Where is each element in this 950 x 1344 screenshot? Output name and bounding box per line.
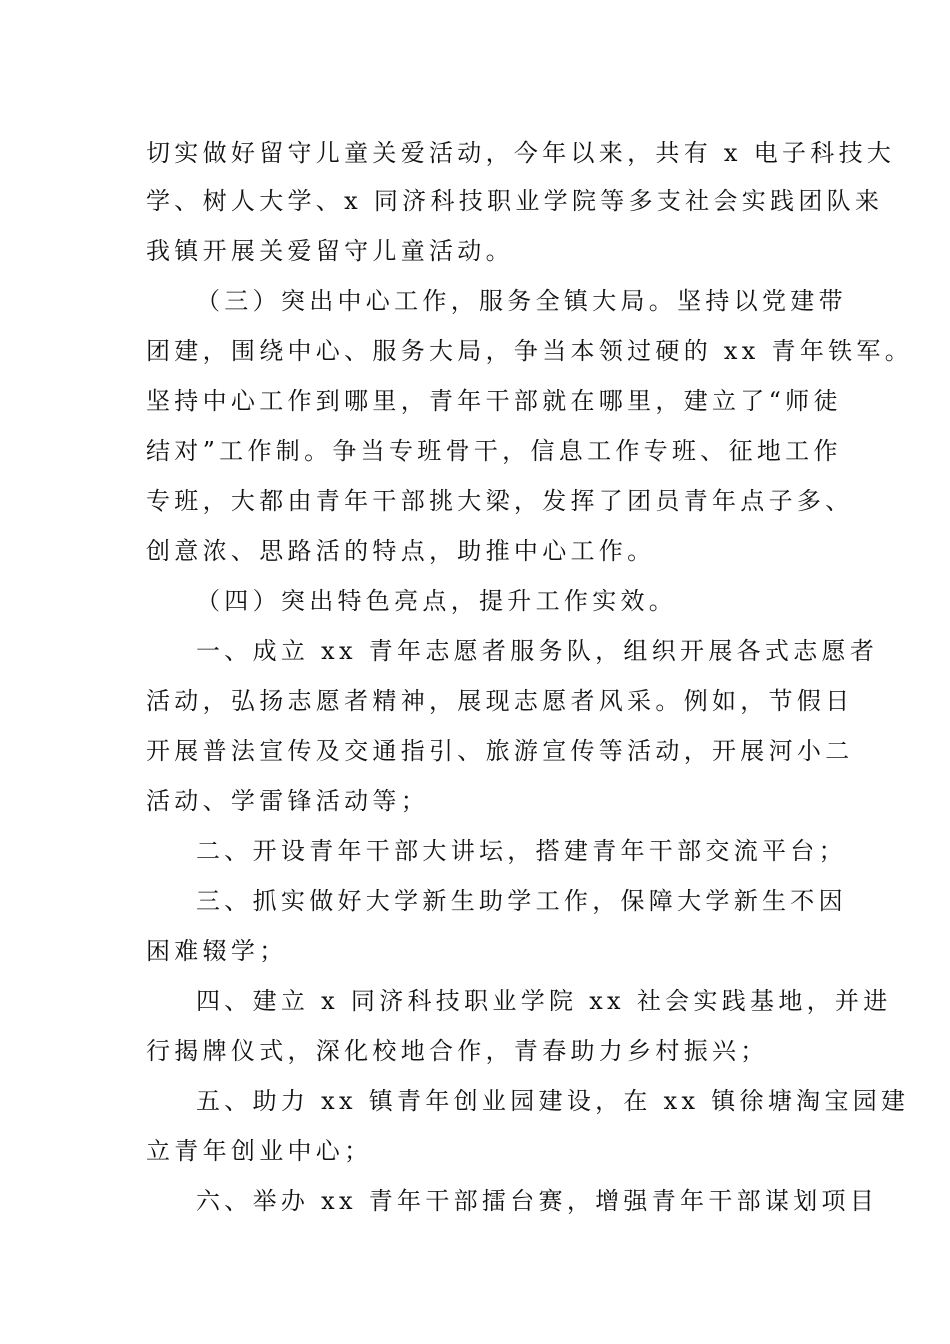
text-line: 开展普法宣传及交通指引、旅游宣传等活动，开展河小二 xyxy=(146,737,854,765)
text-line: 结对”工作制。争当专班骨干，信息工作专班、征地工作 xyxy=(146,437,842,465)
text-line: 活动，弘扬志愿者精神，展现志愿者风采。例如，节假日 xyxy=(146,687,854,715)
text-line: 行揭牌仪式，深化校地合作，青春助力乡村振兴； xyxy=(146,1037,769,1065)
text-line: 立青年创业中心； xyxy=(146,1137,373,1165)
text-line: 坚持中心工作到哪里，青年干部就在哪里，建立了“师徒 xyxy=(146,387,842,415)
list-item-four: 四、建立 x 同济科技职业学院 xx 社会实践基地，并进 xyxy=(196,987,892,1015)
text-line: 创意浓、思路活的特点，助推中心工作。 xyxy=(146,537,656,565)
text-line: 困难辍学； xyxy=(146,937,288,965)
text-line: 活动、学雷锋活动等； xyxy=(146,787,429,815)
text-line: 切实做好留守儿童关爱活动，今年以来，共有 x 电子科技大 xyxy=(146,139,896,167)
paragraph-heading-four: （四）突出特色亮点，提升工作实效。 xyxy=(196,587,678,615)
paragraph-heading-three: （三）突出中心工作，服务全镇大局。坚持以党建带 xyxy=(196,287,847,315)
list-item-three: 三、抓实做好大学新生助学工作，保障大学新生不因 xyxy=(196,887,847,915)
list-item-two: 二、开设青年干部大讲坛，搭建青年干部交流平台； xyxy=(196,837,847,865)
list-item-one: 一、成立 xx 青年志愿者服务队，组织开展各式志愿者 xyxy=(196,637,879,665)
text-line: 专班，大都由青年干部挑大梁，发挥了团员青年点子多、 xyxy=(146,487,854,515)
text-line: 我镇开展关爱留守儿童活动。 xyxy=(146,237,514,265)
list-item-six: 六、举办 xx 青年干部擂台赛，增强青年干部谋划项目 xyxy=(196,1187,879,1215)
text-line: 学、树人大学、x 同济科技职业学院等多支社会实践团队来 xyxy=(146,187,884,215)
text-line: 团建，围绕中心、服务大局，争当本领过硬的 xx 青年铁军。 xyxy=(146,337,914,365)
list-item-five: 五、助力 xx 镇青年创业园建设，在 xx 镇徐塘淘宝园建 xyxy=(196,1087,910,1115)
